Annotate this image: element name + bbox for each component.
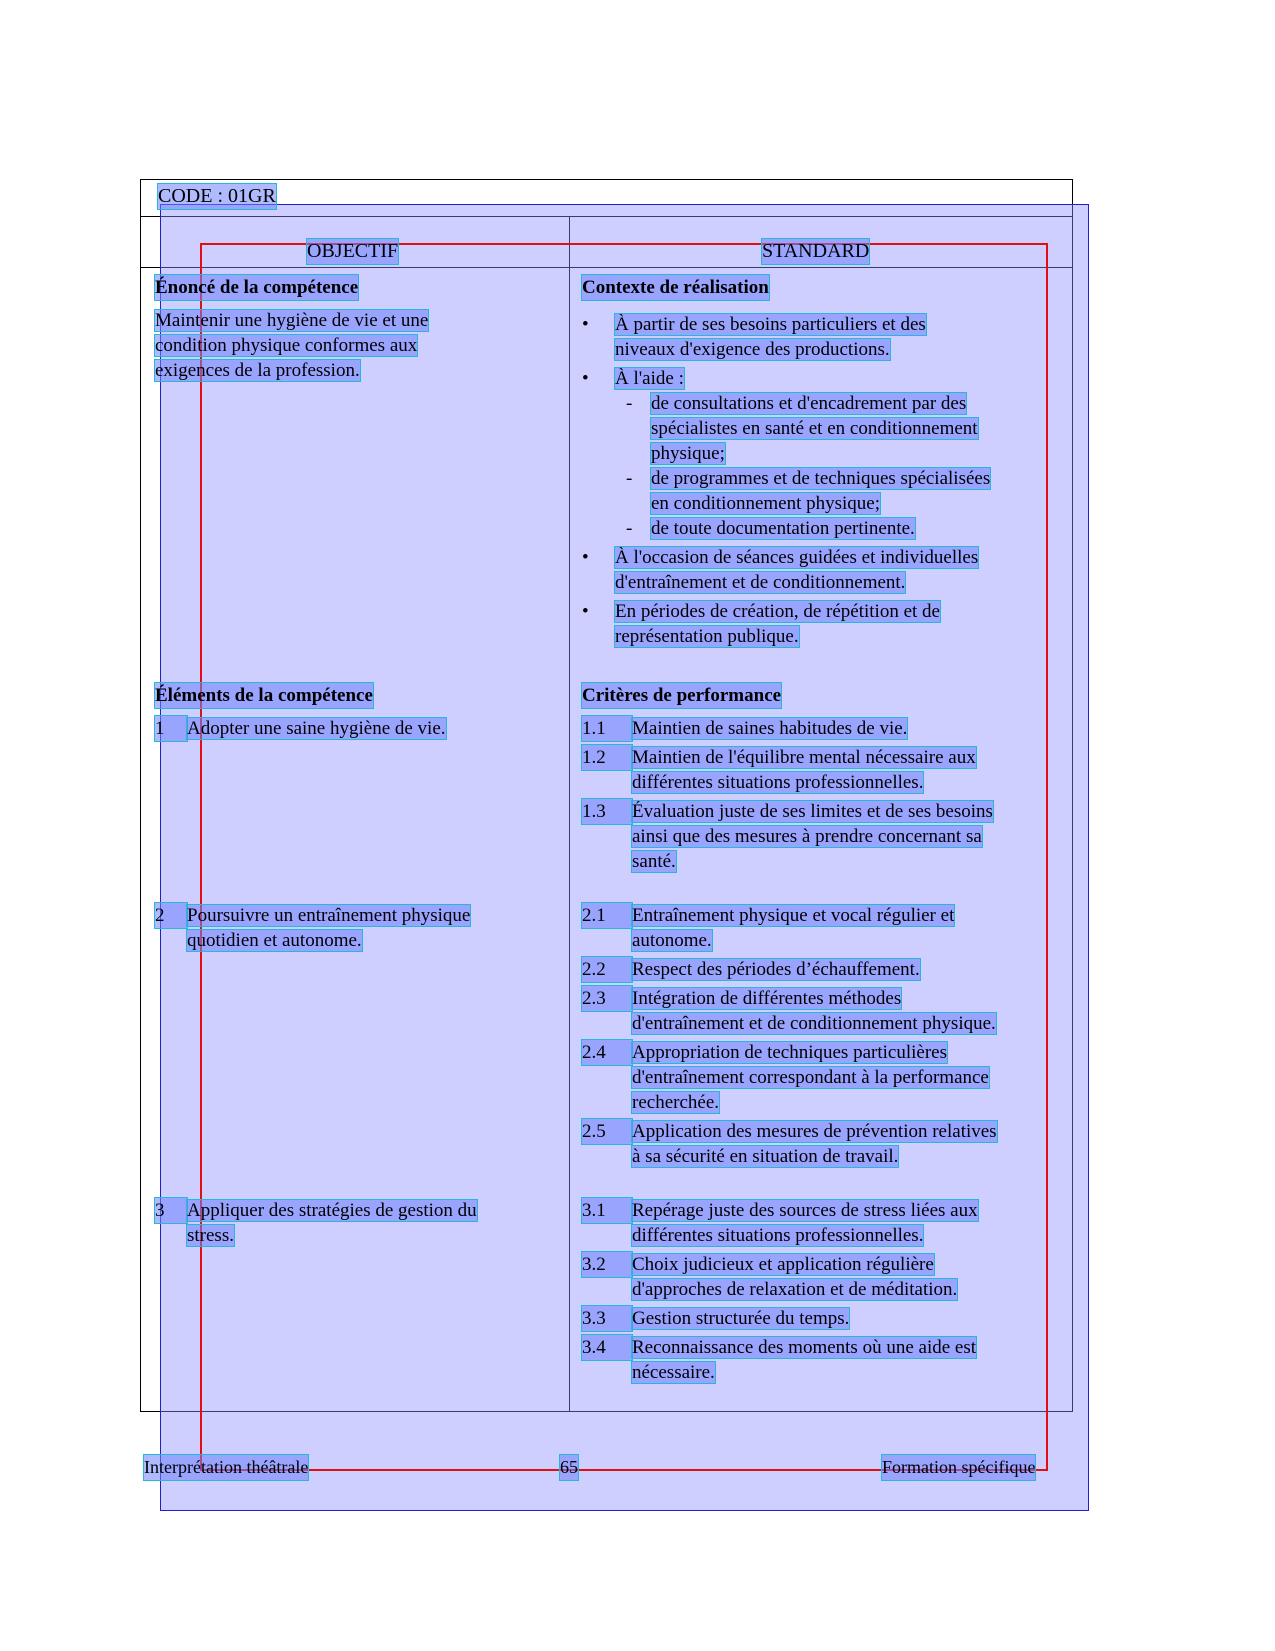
critere-line: d'approches de relaxation et de méditation. bbox=[632, 1279, 958, 1300]
critere-line: à sa sécurité en situation de travail. bbox=[632, 1146, 899, 1167]
critere-number: 3.1 bbox=[582, 1198, 632, 1223]
element-3 bbox=[155, 1198, 555, 1248]
element-number: 3 bbox=[155, 1198, 187, 1223]
element-line: Adopter une saine hygiène de vie. bbox=[187, 718, 446, 739]
critere-2-2 bbox=[582, 957, 1052, 982]
enonce-text bbox=[155, 308, 555, 383]
dash-icon: - bbox=[626, 468, 633, 489]
critere-line: Choix judicieux et application régulière bbox=[632, 1254, 934, 1275]
enonce-line: Maintenir une hygiène de vie et une bbox=[155, 310, 429, 331]
critere-3-2 bbox=[582, 1252, 1052, 1302]
critere-3-3 bbox=[582, 1306, 1052, 1331]
critere-1-2 bbox=[582, 745, 1052, 795]
critere-number: 3.3 bbox=[582, 1306, 632, 1331]
critere-line: d'entraînement correspondant à la performance bbox=[632, 1067, 989, 1088]
critere-3-1 bbox=[582, 1198, 1052, 1248]
element-line: stress. bbox=[187, 1225, 234, 1246]
critere-number: 1.2 bbox=[582, 745, 632, 770]
enonce-title: Énoncé de la compétence bbox=[155, 277, 359, 298]
critere-line: Intégration de différentes méthodes bbox=[632, 988, 902, 1009]
critere-2-5 bbox=[582, 1119, 1052, 1169]
footer-page-number: 65 bbox=[560, 1455, 578, 1480]
critere-line: ainsi que des mesures à prendre concernant sa bbox=[632, 826, 982, 847]
element-2 bbox=[155, 903, 555, 953]
contexte-line: d'entraînement et de conditionnement. bbox=[615, 572, 906, 593]
bullet-icon: • bbox=[582, 601, 589, 622]
critere-line: nécessaire. bbox=[632, 1362, 715, 1383]
element-1 bbox=[155, 716, 555, 741]
elements-title: Éléments de la compétence bbox=[155, 685, 373, 706]
critere-number: 3.2 bbox=[582, 1252, 632, 1277]
contexte-line: niveaux d'exigence des productions. bbox=[615, 339, 890, 360]
critere-2-3 bbox=[582, 986, 1052, 1036]
footer-left: Interprétation théâtrale bbox=[144, 1455, 308, 1480]
code-label: CODE : 01GR bbox=[158, 185, 276, 207]
critere-line: recherchée. bbox=[632, 1092, 720, 1113]
contexte-line: physique; bbox=[651, 443, 725, 464]
critere-line: différentes situations professionnelles. bbox=[632, 772, 924, 793]
element-line: quotidien et autonome. bbox=[187, 930, 362, 951]
contexte-line: En périodes de création, de répétition et de bbox=[615, 601, 940, 622]
element-line: Appliquer des stratégies de gestion du bbox=[187, 1200, 477, 1221]
bullet-icon: • bbox=[582, 368, 589, 389]
contexte-line: représentation publique. bbox=[615, 626, 799, 647]
element-number: 1 bbox=[155, 716, 187, 741]
critere-1-1 bbox=[582, 716, 1052, 741]
critere-line: Reconnaissance des moments où une aide est bbox=[632, 1337, 977, 1358]
critere-3-4 bbox=[582, 1335, 1052, 1385]
critere-number: 3.4 bbox=[582, 1335, 632, 1360]
contexte-line: À l'occasion de séances guidées et individuelles bbox=[615, 547, 979, 568]
element-number: 2 bbox=[155, 903, 187, 928]
critere-2-4 bbox=[582, 1040, 1052, 1115]
critere-number: 2.4 bbox=[582, 1040, 632, 1065]
critere-number: 1.1 bbox=[582, 716, 632, 741]
contexte-line: de programmes et de techniques spécialisées bbox=[651, 468, 991, 489]
header-standard: STANDARD bbox=[762, 240, 870, 262]
contexte-bullet-3 bbox=[582, 545, 1052, 595]
contexte-sub-1 bbox=[582, 391, 1052, 466]
dash-icon: - bbox=[626, 393, 633, 414]
critere-number: 2.2 bbox=[582, 957, 632, 982]
critere-line: Application des mesures de prévention relatives bbox=[632, 1121, 997, 1142]
header-objectif: OBJECTIF bbox=[307, 240, 399, 262]
contexte-sub-3 bbox=[582, 516, 1052, 541]
contexte-bullet-1 bbox=[582, 312, 1052, 362]
critere-line: Entraînement physique et vocal régulier et bbox=[632, 905, 955, 926]
dash-icon: - bbox=[626, 518, 633, 539]
contexte-line: de consultations et d'encadrement par des bbox=[651, 393, 967, 414]
contexte-line: de toute documentation pertinente. bbox=[651, 518, 915, 539]
contexte-line: À l'aide : bbox=[615, 368, 684, 389]
contexte-bullet-2 bbox=[582, 366, 1052, 391]
footer-right: Formation spécifique bbox=[882, 1455, 1035, 1480]
critere-line: Évaluation juste de ses limites et de ses besoins bbox=[632, 801, 993, 822]
bullet-icon: • bbox=[582, 314, 589, 335]
critere-line: Maintien de l'équilibre mental nécessaire aux bbox=[632, 747, 976, 768]
critere-number: 2.3 bbox=[582, 986, 632, 1011]
critere-number: 2.1 bbox=[582, 903, 632, 928]
enonce-line: exigences de la profession. bbox=[155, 360, 360, 381]
critere-line: Maintien de saines habitudes de vie. bbox=[632, 718, 908, 739]
critere-line: Respect des périodes d’échauffement. bbox=[632, 959, 920, 980]
contexte-line: spécialistes en santé et en conditionnement bbox=[651, 418, 978, 439]
element-line: Poursuivre un entraînement physique bbox=[187, 905, 471, 926]
bullet-icon: • bbox=[582, 547, 589, 568]
critere-line: Repérage juste des sources de stress liées aux bbox=[632, 1200, 978, 1221]
critere-line: autonome. bbox=[632, 930, 712, 951]
critere-number: 1.3 bbox=[582, 799, 632, 824]
critere-2-1 bbox=[582, 903, 1052, 953]
contexte-line: À partir de ses besoins particuliers et des bbox=[615, 314, 926, 335]
critere-line: d'entraînement et de conditionnement physique. bbox=[632, 1013, 996, 1034]
enonce-line: condition physique conformes aux bbox=[155, 335, 418, 356]
contexte-sub-2 bbox=[582, 466, 1052, 516]
contexte-line: en conditionnement physique; bbox=[651, 493, 881, 514]
critere-line: Gestion structurée du temps. bbox=[632, 1308, 850, 1329]
contexte-bullet-4 bbox=[582, 599, 1052, 649]
critere-line: Appropriation de techniques particulières bbox=[632, 1042, 947, 1063]
criteres-title: Critères de performance bbox=[582, 685, 782, 706]
critere-number: 2.5 bbox=[582, 1119, 632, 1144]
critere-line: différentes situations professionnelles. bbox=[632, 1225, 924, 1246]
critere-1-3 bbox=[582, 799, 1052, 874]
contexte-title: Contexte de réalisation bbox=[582, 277, 769, 298]
critere-line: santé. bbox=[632, 851, 676, 872]
